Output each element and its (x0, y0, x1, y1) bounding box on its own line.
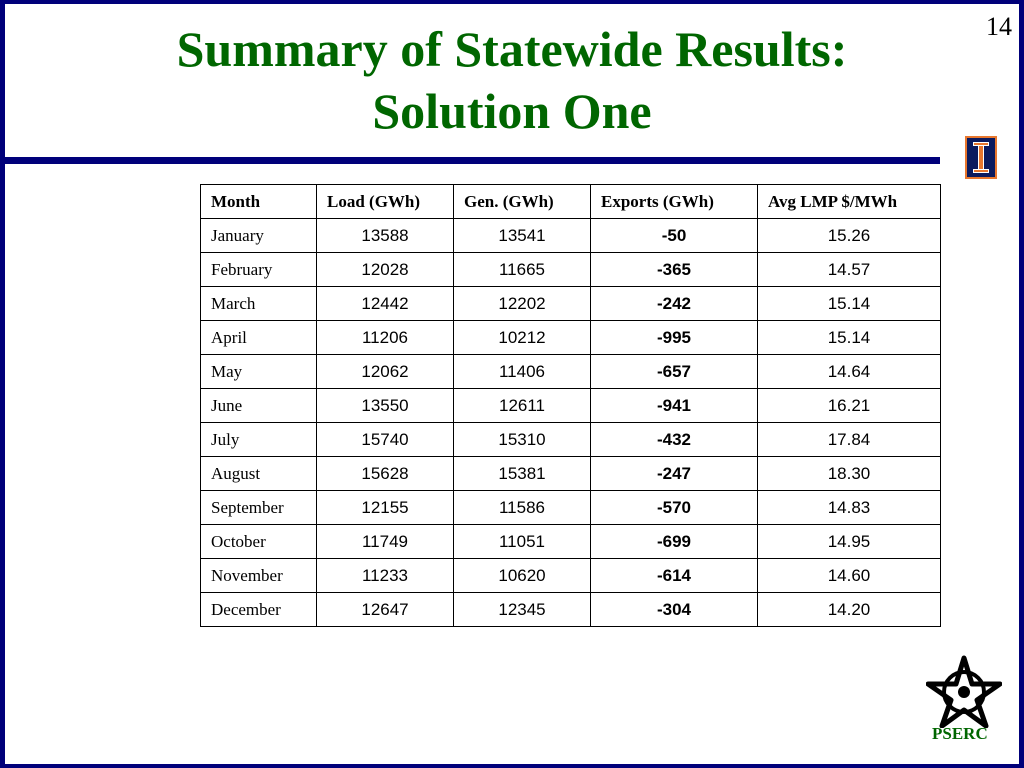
cell-lmp: 14.64 (758, 355, 941, 389)
cell-lmp: 15.26 (758, 219, 941, 253)
table-row (201, 389, 941, 423)
cell-lmp: 18.30 (758, 457, 941, 491)
cell-lmp: 14.60 (758, 559, 941, 593)
cell-gen: 11586 (454, 491, 591, 525)
cell-lmp: 14.83 (758, 491, 941, 525)
cell-exports: -570 (591, 491, 758, 525)
cell-month: December (201, 593, 317, 627)
table-header-row (201, 185, 941, 219)
table-row (201, 287, 941, 321)
title-divider (5, 157, 940, 164)
pserc-logo-text: PSERC (932, 724, 988, 743)
table-row (201, 559, 941, 593)
header-gen: Gen. (GWh) (454, 185, 591, 219)
cell-month: June (201, 389, 317, 423)
cell-exports: -247 (591, 457, 758, 491)
header-exports: Exports (GWh) (591, 185, 758, 219)
cell-exports: -699 (591, 525, 758, 559)
cell-load: 12647 (317, 593, 454, 627)
cell-exports: -242 (591, 287, 758, 321)
table-row (201, 491, 941, 525)
cell-load: 12062 (317, 355, 454, 389)
cell-load: 12028 (317, 253, 454, 287)
cell-load: 11233 (317, 559, 454, 593)
header-load: Load (GWh) (317, 185, 454, 219)
star-knot-icon (926, 654, 1002, 728)
cell-gen: 15381 (454, 457, 591, 491)
cell-month: May (201, 355, 317, 389)
cell-gen: 11665 (454, 253, 591, 287)
cell-gen: 15310 (454, 423, 591, 457)
page-number: 14 (986, 12, 1012, 41)
cell-month: August (201, 457, 317, 491)
cell-gen: 11051 (454, 525, 591, 559)
table-row (201, 321, 941, 355)
table-row (201, 423, 941, 457)
cell-exports: -614 (591, 559, 758, 593)
cell-lmp: 17.84 (758, 423, 941, 457)
cell-exports: -995 (591, 321, 758, 355)
cell-month: July (201, 423, 317, 457)
cell-month: September (201, 491, 317, 525)
table-row (201, 525, 941, 559)
title-line-1: Summary of Statewide Results: (176, 21, 848, 77)
cell-load: 15740 (317, 423, 454, 457)
cell-load: 11749 (317, 525, 454, 559)
cell-month: November (201, 559, 317, 593)
table-row (201, 355, 941, 389)
cell-gen: 12345 (454, 593, 591, 627)
cell-gen: 10620 (454, 559, 591, 593)
table-row (201, 219, 941, 253)
cell-exports: -432 (591, 423, 758, 457)
results-table (200, 184, 941, 627)
cell-month: January (201, 219, 317, 253)
cell-gen: 11406 (454, 355, 591, 389)
header-lmp: Avg LMP $/MWh (758, 185, 941, 219)
university-i-logo-icon (965, 136, 997, 179)
table-row (201, 253, 941, 287)
title-line-2: Solution One (372, 83, 652, 139)
cell-load: 13588 (317, 219, 454, 253)
cell-load: 12155 (317, 491, 454, 525)
cell-exports: -657 (591, 355, 758, 389)
cell-lmp: 16.21 (758, 389, 941, 423)
cell-gen: 10212 (454, 321, 591, 355)
cell-exports: -304 (591, 593, 758, 627)
cell-month: March (201, 287, 317, 321)
header-month: Month (201, 185, 317, 219)
cell-lmp: 15.14 (758, 287, 941, 321)
cell-load: 12442 (317, 287, 454, 321)
cell-month: October (201, 525, 317, 559)
cell-load: 15628 (317, 457, 454, 491)
cell-lmp: 14.57 (758, 253, 941, 287)
cell-load: 11206 (317, 321, 454, 355)
cell-month: April (201, 321, 317, 355)
cell-gen: 12202 (454, 287, 591, 321)
cell-lmp: 14.95 (758, 525, 941, 559)
cell-exports: -941 (591, 389, 758, 423)
cell-exports: -50 (591, 219, 758, 253)
cell-lmp: 15.14 (758, 321, 941, 355)
cell-gen: 12611 (454, 389, 591, 423)
cell-gen: 13541 (454, 219, 591, 253)
slide-title (0, 18, 1024, 142)
cell-month: February (201, 253, 317, 287)
cell-lmp: 14.20 (758, 593, 941, 627)
table-row (201, 457, 941, 491)
cell-load: 13550 (317, 389, 454, 423)
table-row (201, 593, 941, 627)
cell-exports: -365 (591, 253, 758, 287)
